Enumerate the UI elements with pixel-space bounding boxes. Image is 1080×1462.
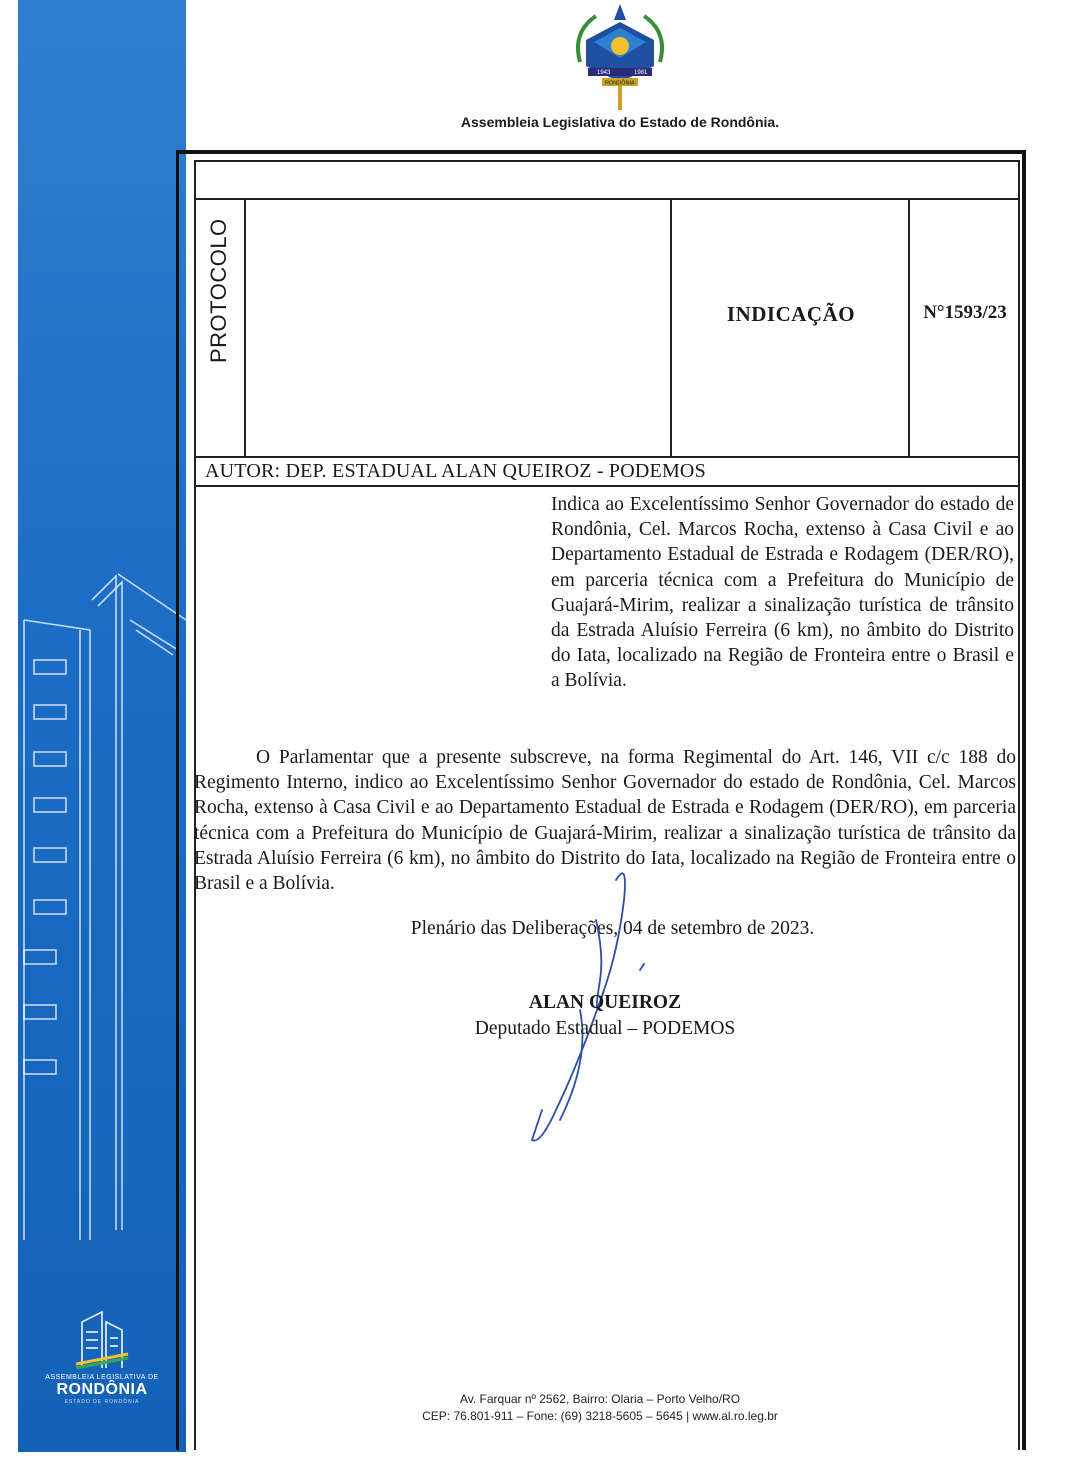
emblem-year-right: 1981: [634, 70, 648, 76]
emblem-label: RONDÔNIA: [605, 80, 635, 87]
emblem-year-left: 1943: [597, 70, 611, 76]
document-type: INDICAÇÃO: [726, 302, 856, 326]
sidebar-logo: [18, 1308, 186, 1405]
logo-name: RONDÔNIA: [56, 1381, 148, 1398]
logo-tagline: ESTADO DE RONDÔNIA: [64, 1399, 140, 1405]
state-coat-of-arms-icon: [566, 2, 674, 112]
date-line: Plenário das Deliberações, 04 de setembro de 2023.: [410, 918, 815, 939]
body-paragraph: O Parlamentar que a presente subscreve, na forma Regimental do Art. 146, VII c/c 188 do Regimento Interno, indico ao Excelentíssimo Senhor Governador do estado de Rondônia, Cel. Marcos Rocha, extenso à Casa Civil e ao Departamento Estadual de Estrada e Rodagem (DER/RO), em parceria técnica com a Prefeitura do Município de Guajará-Mirim, realizar a sinalização turística de trânsito da Estrada Aluísio Ferreira (6 km), no âmbito do Distrito do Iata, localizado na Região de Fronteira entre o Brasil e a Bolívia.: [194, 747, 1016, 895]
logo-caption: ASSEMBLEIA LEGISLATIVA DE: [45, 1374, 159, 1381]
protocolo-label: PROTOCOLO: [206, 218, 231, 363]
form-divider-middle: [194, 456, 1020, 458]
form-divider-author: [194, 485, 1020, 487]
ementa-paragraph: Indica ao Excelentíssimo Senhor Governador do estado de Rondônia, Cel. Marcos Rocha, extenso à Casa Civil e ao Departamento Estadual de Estrada e Rodagem (DER/RO), em parceria técnica com a Prefeitura do Município de Guajará-Mirim, realizar a sinalização turística de trânsito da Estrada Aluísio Ferreira (6 km), no âmbito do Distrito do Iata, localizado na Região de Fronteira entre o Brasil e a Bolívia.: [551, 494, 1014, 692]
signer-name: ALAN QUEIROZ: [528, 992, 682, 1013]
sidebar-banner: [18, 0, 186, 1452]
form-column-divider-2: [670, 200, 672, 456]
assembly-logo-icon: [72, 1308, 132, 1370]
document-number: N°1593/23: [923, 302, 1007, 323]
institution-name: Assembleia Legislativa do Estado de Rondônia.: [460, 114, 780, 130]
signer-role: Deputado Estadual – PODEMOS: [474, 1018, 736, 1039]
form-divider-top: [194, 198, 1020, 200]
document-author: AUTOR: DEP. ESTADUAL ALAN QUEIROZ - PODEMOS: [205, 460, 706, 482]
form-column-divider-3: [908, 200, 910, 456]
footer-address: Av. Farquar nº 2562, Bairro: Olaria – Porto Velho/RO: [459, 1392, 741, 1406]
building-illustration: [18, 560, 186, 1240]
form-column-divider-1: [244, 200, 246, 456]
footer-contact: CEP: 76.801-911 – Fone: (69) 3218-5605 – 5645 | www.al.ro.leg.br: [422, 1409, 778, 1423]
